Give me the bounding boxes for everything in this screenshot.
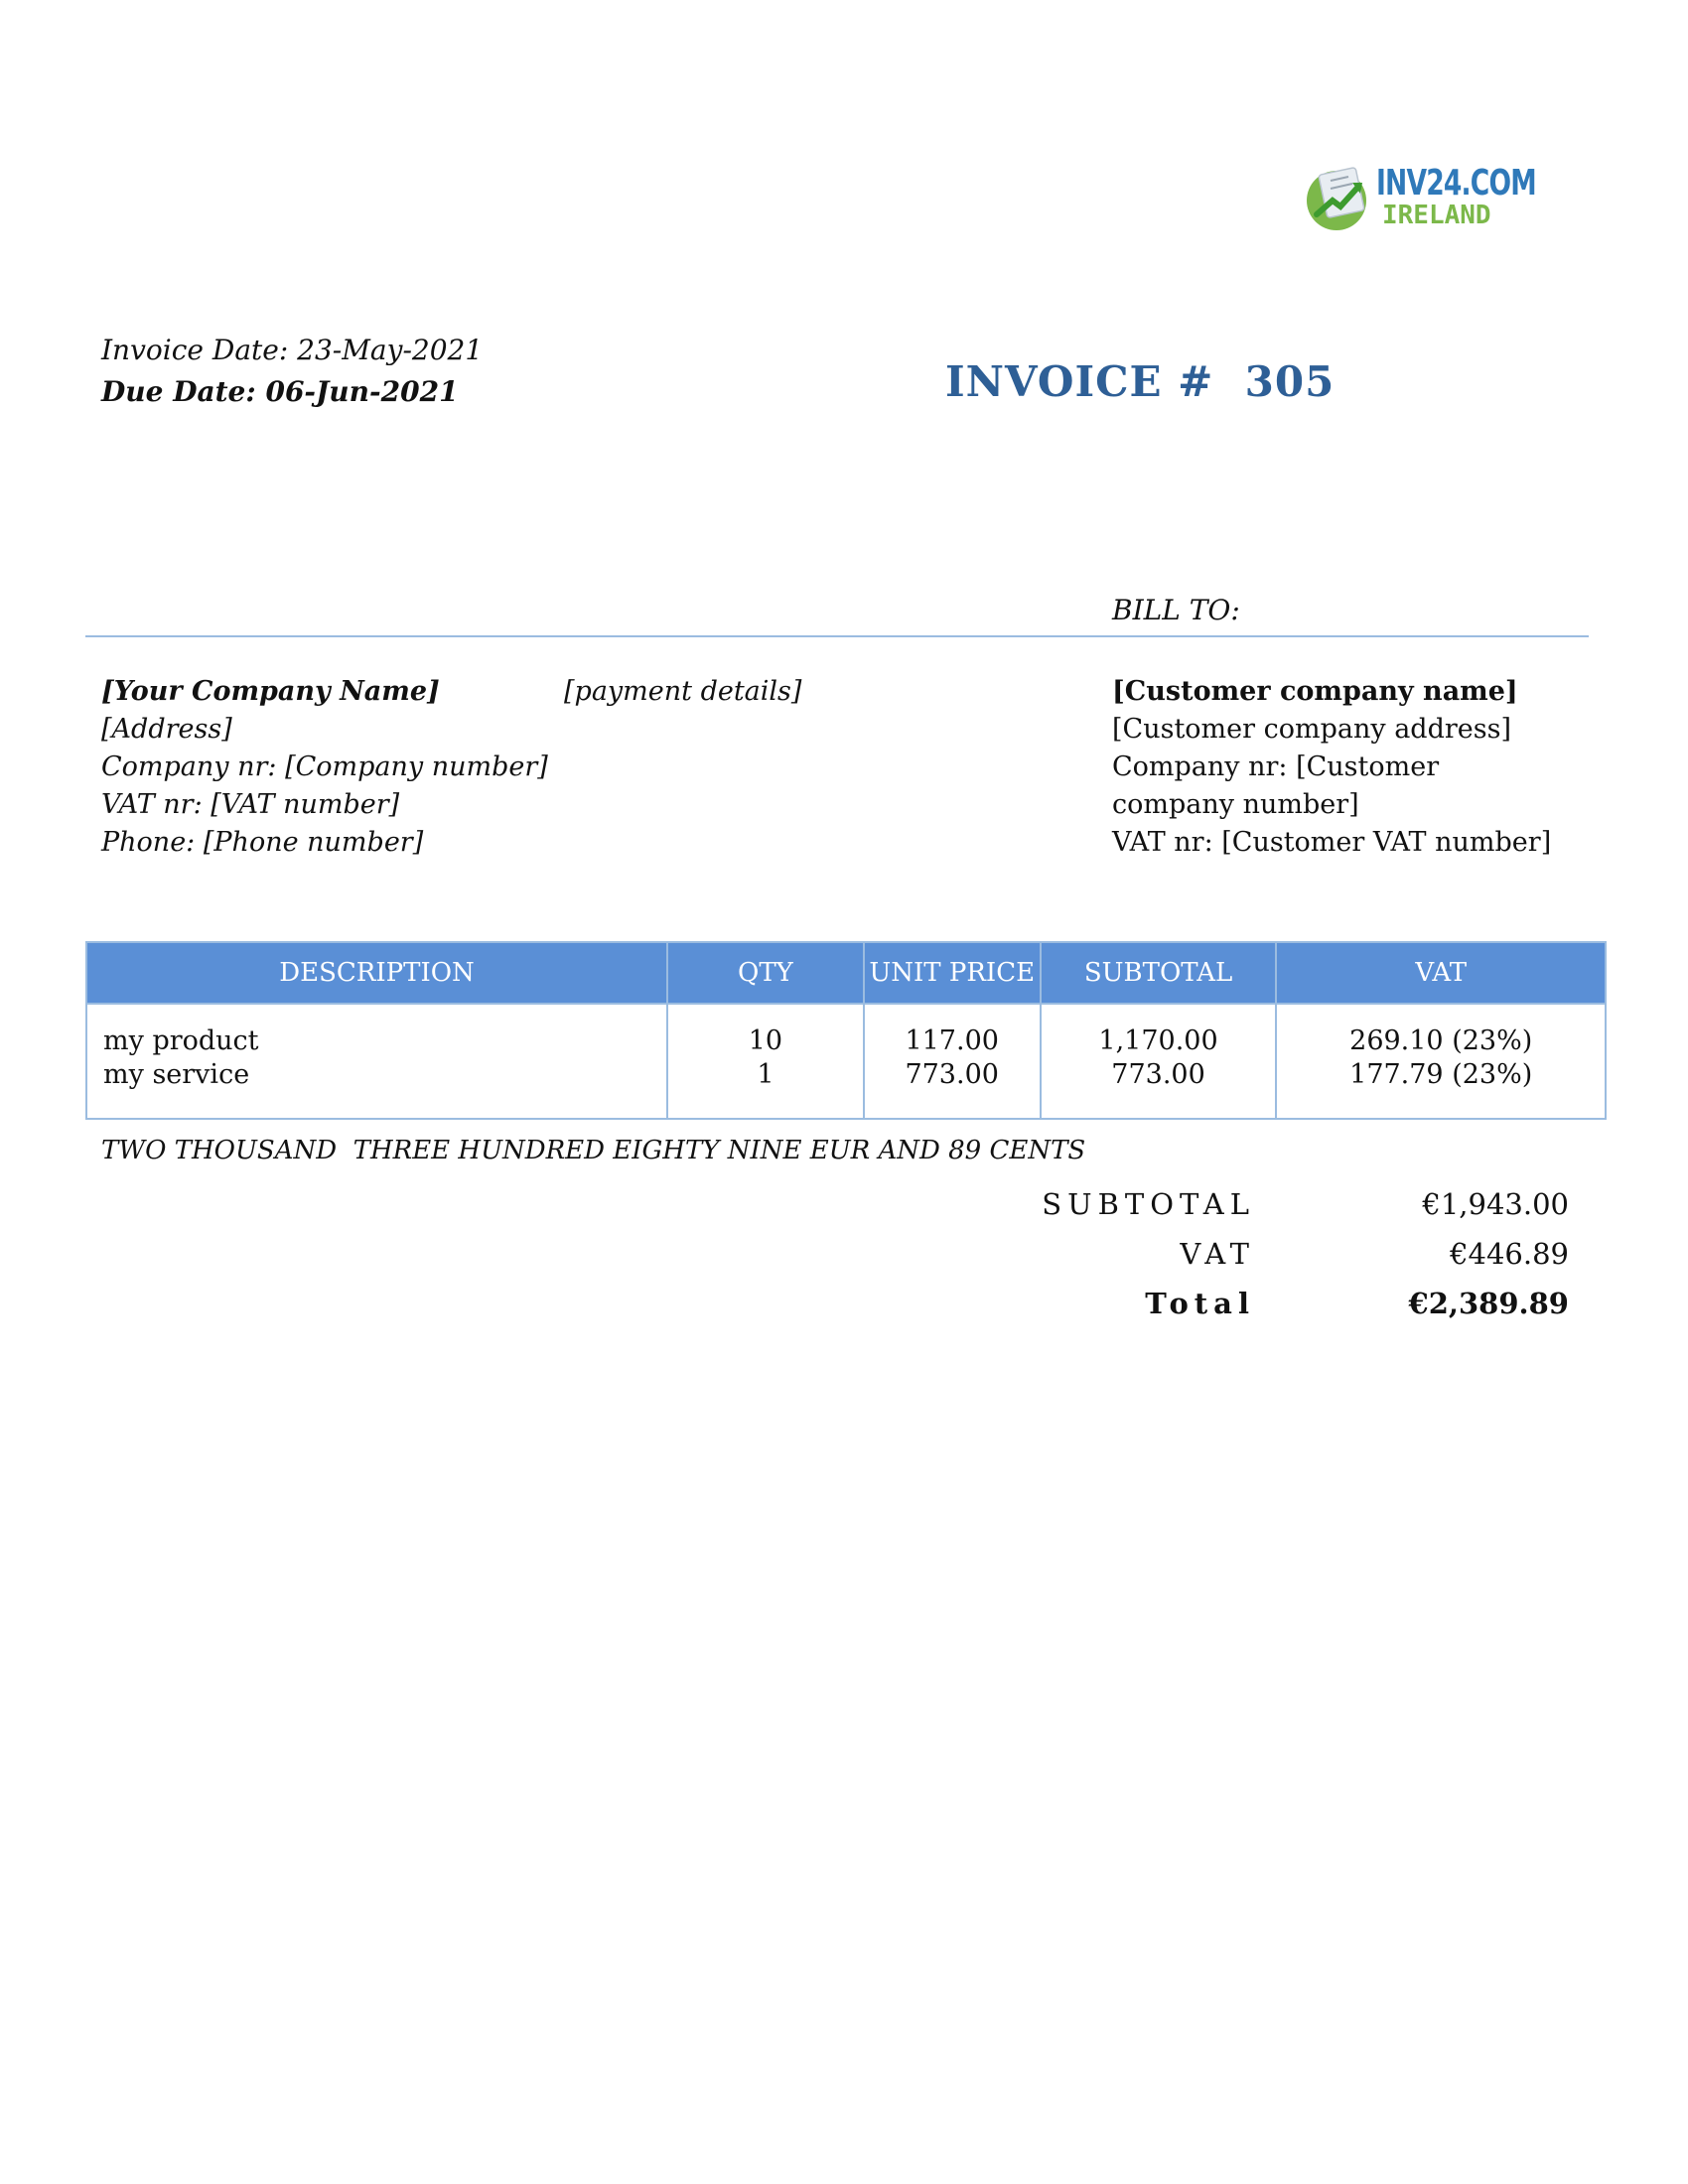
table-header-row	[86, 942, 1606, 1004]
item-description: my service	[103, 1059, 250, 1090]
item-subtotal: 773.00	[1111, 1059, 1205, 1090]
item-unit-price: 117.00	[905, 1025, 999, 1056]
customer-company-nr: Company nr: [Customer company number]	[1112, 751, 1440, 820]
logo-text-brand: INV24.COM	[1376, 163, 1536, 204]
header-qty: QTY	[667, 942, 864, 1004]
seller-vat-nr: VAT nr: [VAT number]	[101, 789, 400, 820]
item-description: my product	[103, 1025, 259, 1056]
header-unit-price: UNIT PRICE	[864, 942, 1041, 1004]
customer-vat-nr: VAT nr: [Customer VAT number]	[1112, 827, 1552, 858]
seller-company-nr: Company nr: [Company number]	[101, 751, 548, 782]
seller-address: [Address]	[101, 714, 232, 745]
header-description: DESCRIPTION	[86, 942, 667, 1004]
invoice-date: Invoice Date: 23-May-2021	[101, 334, 484, 366]
subtotal-cell	[1041, 1004, 1277, 1119]
seller-phone: Phone: [Phone number]	[101, 827, 424, 858]
due-date: Due Date: 06-Jun-2021	[101, 375, 459, 408]
subtotal-value: €1,943.00	[1422, 1187, 1569, 1221]
divider	[85, 635, 1589, 637]
header-vat: VAT	[1276, 942, 1606, 1004]
vat-row	[993, 1237, 1569, 1287]
bill-to-label: BILL TO:	[1112, 594, 1240, 626]
logo-arrow-icon	[1303, 163, 1374, 234]
item-qty: 10	[748, 1025, 783, 1056]
item-vat: 269.10 (23%)	[1349, 1025, 1533, 1056]
vat-label: VAT	[1180, 1237, 1255, 1271]
description-cell	[86, 1004, 667, 1119]
subtotal-row	[993, 1187, 1569, 1237]
unit-price-cell	[864, 1004, 1041, 1119]
payment-details: [payment details]	[564, 676, 802, 707]
vat-cell	[1276, 1004, 1606, 1119]
total-row	[993, 1287, 1569, 1336]
invoice-title: INVOICE # 305	[945, 357, 1336, 406]
total-value: €2,389.89	[1408, 1287, 1569, 1320]
qty-cell	[667, 1004, 864, 1119]
seller-name: [Your Company Name]	[101, 676, 440, 707]
item-qty: 1	[757, 1059, 774, 1090]
item-unit-price: 773.00	[905, 1059, 999, 1090]
inv24-logo	[1303, 159, 1536, 238]
table-row	[86, 1004, 1606, 1119]
seller-info	[101, 673, 548, 862]
customer-name: [Customer company name]	[1112, 676, 1518, 707]
header-subtotal: SUBTOTAL	[1041, 942, 1277, 1004]
item-vat: 177.79 (23%)	[1349, 1059, 1533, 1090]
subtotal-label: SUBTOTAL	[1042, 1187, 1255, 1221]
invoice-dates	[101, 330, 483, 413]
logo-text-country: IRELAND	[1382, 201, 1491, 230]
total-label: Total	[1145, 1287, 1255, 1320]
vat-value: €446.89	[1450, 1237, 1569, 1271]
item-subtotal: 1,170.00	[1098, 1025, 1218, 1056]
line-items-table	[85, 941, 1607, 1120]
totals-block	[993, 1187, 1569, 1336]
customer-address: [Customer company address]	[1112, 714, 1511, 745]
amount-in-words: TWO THOUSAND THREE HUNDRED EIGHTY NINE EUR AND 89 CENTS	[101, 1136, 1086, 1165]
customer-info	[1112, 673, 1569, 862]
